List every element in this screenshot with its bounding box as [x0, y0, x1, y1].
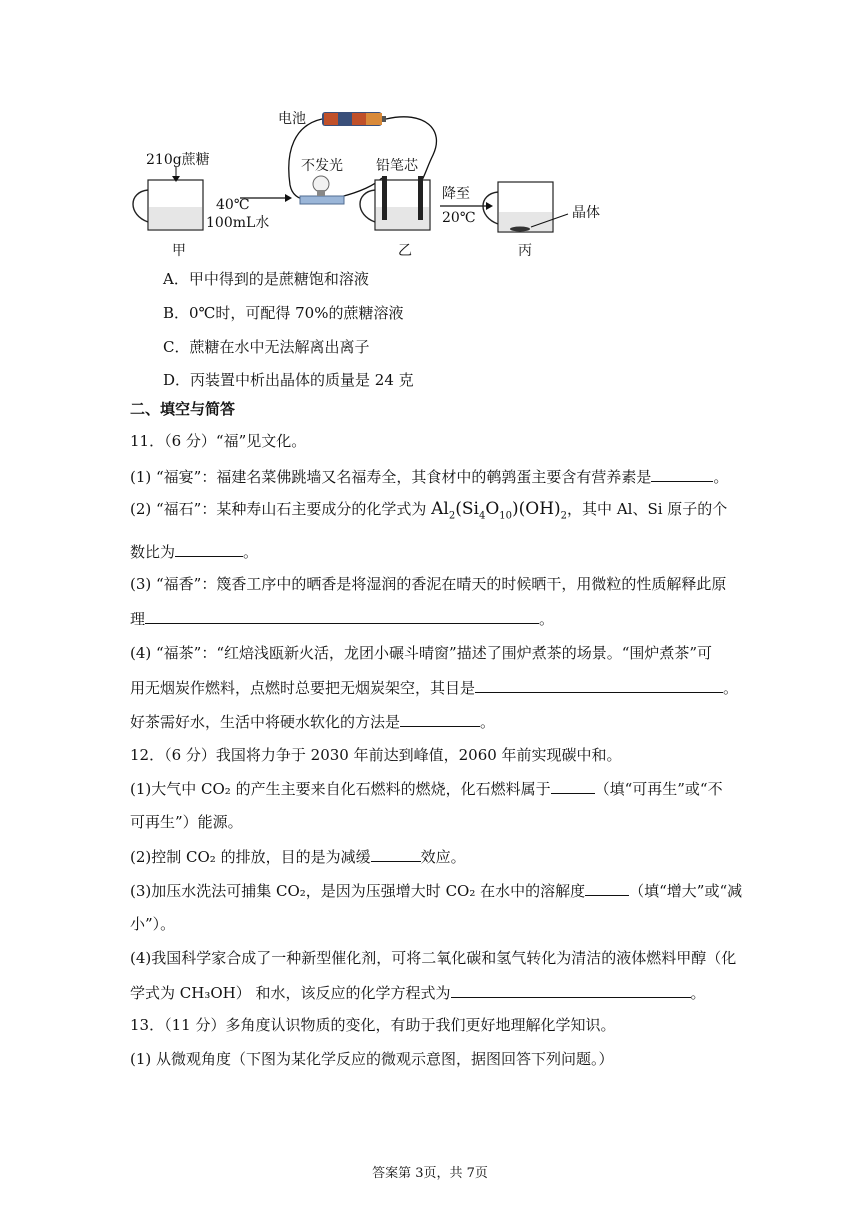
battery-label: 电池 [278, 111, 306, 127]
cup-a [133, 167, 203, 230]
option-b: B．0℃时，可配得 70%的蔗糖溶液 [163, 304, 404, 322]
q11-part4-text2: 用无烟炭作燃料，点燃时总要把无烟炭架空，其目是 [130, 679, 476, 697]
q11-part1-text: (1) “福宴”：福建名菜佛跳墙又名福寿全，其食材中的鹌鹑蛋主要含有营养素是 [130, 468, 652, 486]
q12-part4b: 学式为 CH₃OH） 和水，该反应的化学方程式为 。 [130, 981, 706, 1004]
q11-part2b: 数比为 。 [130, 540, 258, 563]
q12-part3-text2: （填“增大”或“减 [629, 882, 743, 900]
cup-c-label: 丙 [518, 243, 532, 259]
water-label: 100mL水 [206, 215, 270, 231]
q12-part3b: 小”）。 [130, 915, 176, 933]
answer-blank[interactable] [551, 777, 595, 794]
q11-part2-text3: 数比为 [130, 543, 176, 561]
q12-part1b: 可再生”）能源。 [130, 813, 243, 831]
cup-c [483, 182, 568, 232]
cup-a-label: 甲 [172, 243, 186, 259]
q11-part3: (3) “福香”：篾香工序中的晒香是将湿润的香泥在晴天的时候晒干，用微粒的性质解释此原 [130, 575, 727, 593]
q12-part1 [130, 777, 723, 800]
q12-part3-text: (3)加压水洗法可捕集 CO₂，是因为压强增大时 CO₂ 在水中的溶解度 [130, 882, 586, 900]
q11-part2 [130, 498, 727, 527]
answer-blank[interactable] [585, 879, 629, 896]
option-a: A．甲中得到的是蔗糖饱和溶液 [163, 270, 369, 288]
answer-blank[interactable] [371, 845, 421, 862]
q11-part2-text2: ，其中 Al、Si 原子的个 [567, 500, 728, 518]
answer-blank[interactable] [451, 981, 691, 998]
battery-icon [322, 112, 386, 126]
q12-part1-text: (1)大气中 CO₂ 的产生主要来自化石燃料的燃烧，化石燃料属于 [130, 780, 551, 798]
option-d: D．丙装置中析出晶体的质量是 24 克 [163, 371, 414, 389]
section-heading: 二、填空与简答 [130, 400, 236, 418]
pencil-label: 铅笔芯 [376, 158, 418, 174]
q11-part4c: 好茶需好水，生活中将硬水软化的方法是 。 [130, 710, 495, 733]
q11-part3b: 理 。 [130, 607, 554, 630]
q11-title: 11．（6 分）“福”见文化。 [130, 432, 307, 450]
cool-label: 降至 [442, 186, 470, 202]
q11-part4: (4) “福茶”：“红焙浅瓯新火活，龙团小碾斗晴窗”描述了围炉煮茶的场景。“围炉煮茶”可 [130, 644, 713, 662]
q12-part2-text: (2)控制 CO₂ 的排放，目的是为减缓 [130, 848, 371, 866]
q13-part1: (1) 从微观角度（下图为某化学反应的微观示意图，据图回答下列问题。） [130, 1050, 614, 1068]
q11-part1: (1) “福宴”：福建名菜佛跳墙又名福寿全，其食材中的鹌鹑蛋主要含有营养素是 。 [130, 465, 728, 488]
option-c: C．蔗糖在水中无法解离出离子 [163, 338, 370, 356]
cup-b [360, 176, 430, 230]
answer-blank[interactable] [175, 540, 243, 557]
answer-blank[interactable] [145, 607, 539, 624]
q13-title: 13．（11 分）多角度认识物质的变化，有助于我们更好地理解化学知识。 [130, 1016, 616, 1034]
answer-blank[interactable] [475, 676, 723, 693]
q11-part4b: 用无烟炭作燃料，点燃时总要把无烟炭架空，其目是 。 [130, 676, 738, 699]
q12-title: 12．（6 分）我国将力争于 2030 年前达到峰值，2060 年前实现碳中和。 [130, 746, 622, 764]
q12-part2-text2: 效应。 [420, 848, 466, 866]
crystal-label: 晶体 [572, 205, 600, 221]
page-footer: 答案第 3页，共 7页 [372, 1166, 488, 1181]
cup-b-label: 乙 [398, 243, 412, 259]
cool-temp: 20℃ [442, 210, 476, 226]
q12-part4-text2: 学式为 CH₃OH） 和水，该反应的化学方程式为 [130, 984, 451, 1002]
bulb-label: 不发光 [301, 158, 343, 174]
answer-blank[interactable] [651, 465, 713, 482]
answer-blank[interactable] [400, 710, 480, 727]
q11-part3-text2: 理 [130, 610, 146, 628]
experiment-diagram [0, 0, 860, 265]
q11-part4-text3: 好茶需好水，生活中将硬水软化的方法是 [130, 713, 401, 731]
q12-part3 [130, 879, 742, 902]
temp-label: 40℃ [216, 197, 250, 213]
q12-part1-text2: （填“可再生”或“不 [594, 780, 723, 798]
q12-part2 [130, 845, 466, 868]
bulb-icon [300, 176, 344, 204]
q11-part2-text: (2) “福石”：某种寿山石主要成分的化学式为 [130, 500, 427, 518]
q12-part4: (4)我国科学家合成了一种新型催化剂，可将二氧化碳和氢气转化为清洁的液体燃料甲醇（化 [130, 949, 737, 967]
chemical-formula: $Al_2(Si_4O_{10})(OH)_2$ [431, 499, 568, 522]
sugar-label: 210g蔗糖 [146, 152, 210, 168]
